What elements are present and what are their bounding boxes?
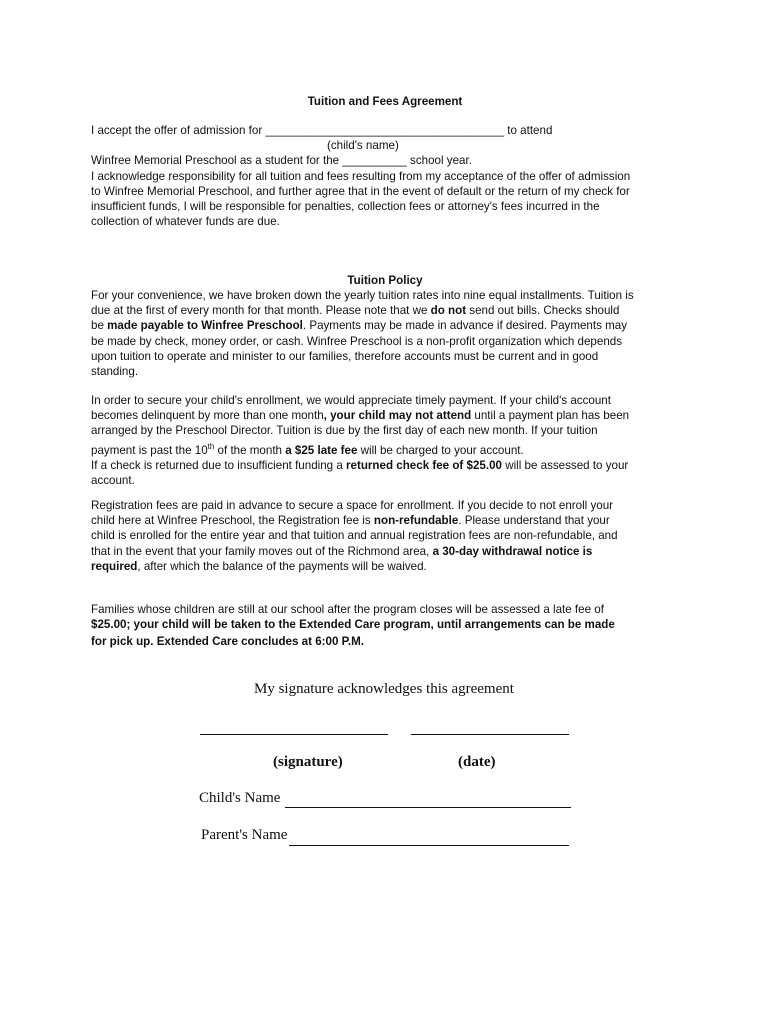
policy-p3-line-4-bold: a 30-day withdrawal notice is	[432, 544, 593, 558]
policy-p3-line-3: child is enrolled for the entire year and that tuition and annual registration fees are non-refundable, and	[91, 529, 618, 543]
policy-p1-line-2-a: due at the first of every month for that month. Please note that we	[91, 304, 431, 318]
policy-p2-line-2	[91, 408, 687, 423]
policy-p1-line-3	[91, 318, 687, 333]
policy-p1-line-2	[91, 303, 687, 318]
policy-p3-line-4-a: that in the event that your family moves out of the Richmond area,	[91, 544, 433, 558]
policy-p3-line-1: Registration fees are paid in advance to secure a space for enrollment. If you decide to not enroll your	[91, 499, 614, 512]
agreement-line-2-text: Winfree Memorial Preschool as a student for the	[91, 154, 340, 168]
agreement-line-5: insufficient funds, I will be responsible for penalties, collection fees or attorney's fees incurred in the	[91, 200, 600, 214]
childs-name-label: Child's Name	[199, 790, 281, 806]
agreement-line-1	[91, 123, 687, 138]
policy-paragraph-2	[91, 393, 687, 488]
policy-p1-line-3-b: . Payments may be made in advance if desired. Payments may	[302, 319, 628, 333]
parents-name-label: Parent's Name	[201, 827, 288, 843]
policy-p4-line-2: $25.00; your child will be taken to the Extended Care program, until arrangements can be made	[91, 618, 615, 632]
policy-p4-line-3: for pick up. Extended Care concludes at 6:00 P.M.	[91, 634, 364, 648]
policy-p3-line-5-bold: required	[91, 559, 138, 573]
childs-name-line[interactable]	[285, 807, 571, 809]
policy-p2-line-4-bold: a $25 late fee	[285, 443, 358, 457]
policy-p2-line-4-sup: th	[207, 441, 215, 451]
policy-p1-line-3-a: be	[91, 319, 108, 333]
policy-p2-line-4	[91, 439, 687, 458]
policy-paragraph-4	[91, 602, 687, 650]
policy-p3-line-2	[91, 513, 687, 528]
policy-p2-line-3: arranged by the Preschool Director. Tuition is due by the first day of each new month. If your tuition	[91, 424, 598, 438]
agreement-paragraph	[91, 123, 687, 229]
agreement-title: Tuition and Fees Agreement	[307, 95, 463, 108]
policy-p1-line-3-bold: made payable to Winfree Preschool	[107, 319, 303, 333]
policy-p1-line-5: upon tuition to operate and minister to our families, therefore accounts must be current and in good	[91, 349, 599, 363]
signature-line[interactable]	[200, 734, 388, 736]
policy-p1-line-2-bold: do not	[430, 304, 467, 318]
policy-p2-line-6: account.	[91, 473, 135, 487]
policy-p3-line-5	[91, 559, 687, 574]
agreement-line-2-end: school year.	[410, 154, 472, 168]
policy-title: Tuition Policy	[347, 274, 423, 287]
policy-p3-line-5-b: , after which the balance of the payments will be waived.	[137, 559, 427, 573]
policy-p1-line-6: standing.	[91, 365, 139, 379]
policy-p1-line-4: be made by check, money order, or cash. Winfree Preschool is a non-profit organization which depends	[91, 334, 623, 348]
policy-p2-line-2-a: becomes delinquent by more than one month	[91, 409, 324, 423]
policy-p2-line-5-bold: returned check fee of $25.00	[346, 458, 502, 472]
policy-p2-line-5-a: If a check is returned due to insufficient funding a	[91, 458, 347, 472]
policy-p3-line-2-a: child here at Winfree Preschool, the Registration fee is	[91, 514, 374, 528]
child-name-blank[interactable]: _____________________________________	[265, 124, 505, 137]
signature-label: (signature)	[273, 754, 343, 770]
agreement-line-3: I acknowledge responsibility for all tuition and fees resulting from my acceptance of the offer of admission	[91, 169, 631, 183]
date-label: (date)	[458, 754, 496, 770]
policy-p2-line-2-b: until a payment plan has been	[471, 409, 630, 423]
agreement-line-6: collection of whatever funds are due.	[91, 215, 280, 229]
agreement-line-4: to Winfree Memorial Preschool, and further agree that in the event of default or the return of my check for	[91, 184, 630, 198]
policy-paragraph-3	[91, 498, 687, 574]
policy-p1-line-1: For your convenience, we have broken down the yearly tuition rates into nine equal installments. Tuition is	[91, 289, 634, 302]
policy-p3-line-2-bold: non-refundable	[373, 514, 459, 528]
policy-p4-line-1: Families whose children are still at our school after the program closes will be assessed a late fee of	[91, 603, 604, 616]
agreement-line-2	[91, 153, 687, 168]
parents-name-line[interactable]	[289, 845, 569, 847]
date-line[interactable]	[411, 734, 569, 736]
policy-p2-line-5-b: will be assessed to your	[501, 458, 629, 472]
policy-paragraph-1	[91, 288, 687, 379]
signature-heading: My signature acknowledges this agreement	[254, 681, 514, 697]
policy-p2-line-4-c: will be charged to your account.	[357, 443, 524, 457]
policy-p2-line-1: In order to secure your child's enrollment, we would appreciate timely payment. If your child's account	[91, 394, 611, 407]
school-year-blank[interactable]: __________	[342, 154, 407, 168]
policy-p2-line-4-b: of the month	[214, 443, 286, 457]
policy-p1-line-2-b: send out bills. Checks should	[466, 304, 620, 318]
policy-p3-line-4	[91, 544, 687, 559]
policy-p2-line-5	[91, 458, 687, 473]
childs-name-caption: (child's name)	[327, 139, 399, 153]
agreement-line-1-text: I accept the offer of admission for	[91, 124, 263, 137]
policy-p2-line-4-a: payment is past the 10	[91, 443, 208, 457]
agreement-line-1-end: to attend	[507, 124, 553, 137]
policy-p3-line-2-b: . Please understand that your	[458, 514, 610, 528]
policy-p2-line-2-bold: , your child may not attend	[323, 409, 472, 423]
